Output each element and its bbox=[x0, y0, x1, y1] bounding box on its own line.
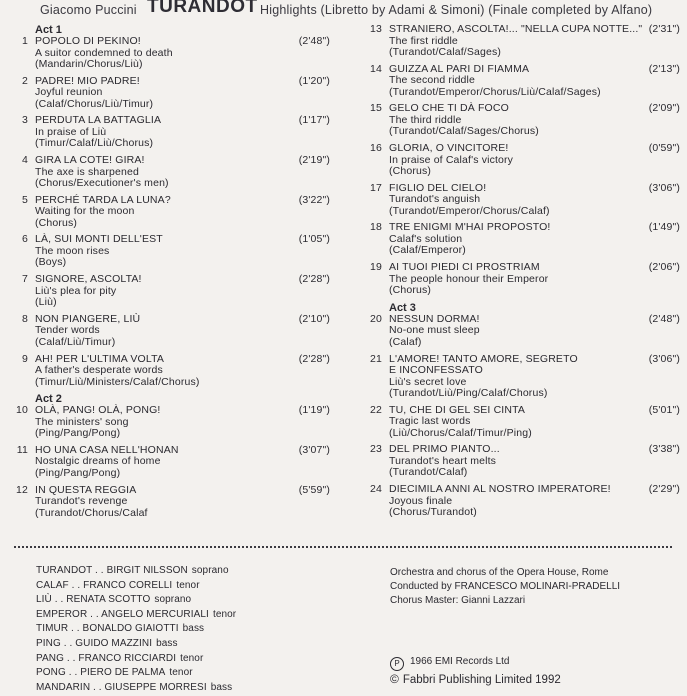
phonographic-copyright bbox=[390, 654, 561, 671]
opera-subtitle: Highlights (Libretto by Adami & Simoni) (Finale completed by Alfano) bbox=[260, 3, 653, 17]
track-number: 8 bbox=[22, 312, 28, 325]
track-description: A father's desperate words bbox=[35, 364, 163, 376]
track-number: 18 bbox=[370, 221, 382, 234]
track-roles: (Turandot/Emperor/Chorus/Calaf) bbox=[389, 204, 550, 217]
track-description: The third riddle bbox=[389, 113, 462, 126]
track-title: HO UNA CASA NELL'HONAN bbox=[35, 443, 179, 456]
track-number: 2 bbox=[22, 74, 28, 87]
track-description: In praise of Liù bbox=[35, 125, 107, 138]
track-item bbox=[8, 234, 330, 269]
cast-voice-type: soprano bbox=[191, 565, 229, 576]
cast-role: LIÙ . . RENATA SCOTTO bbox=[36, 594, 151, 606]
cast-role: TIMUR . . BONALDO GIAIOTTI bbox=[36, 623, 179, 635]
track-title: TU, CHE DI GEL SEI CINTA bbox=[389, 403, 526, 416]
track-number: 19 bbox=[370, 261, 382, 274]
track-number: 12 bbox=[16, 483, 28, 496]
cast-row bbox=[36, 681, 236, 696]
track-item bbox=[8, 76, 330, 111]
track-duration: (3'38") bbox=[648, 443, 680, 456]
track-title: PADRE! MIO PADRE! bbox=[35, 74, 140, 87]
credit-chorus-master: Chorus Master: Gianni Lazzari bbox=[390, 594, 526, 606]
track-item bbox=[8, 314, 330, 349]
track-item bbox=[362, 405, 680, 440]
track-roles: (Calaf) bbox=[389, 335, 422, 348]
track-roles: (Calaf/Emperor) bbox=[389, 244, 466, 257]
credit-orchestra: Orchestra and chorus of the Opera House, Rome bbox=[390, 567, 609, 578]
track-description: Tender words bbox=[35, 324, 100, 337]
track-title: GUIZZA AL PARI DI FIAMMA bbox=[389, 62, 530, 75]
track-roles: (Timur/Liù/Ministers/Calaf/Chorus) bbox=[35, 375, 200, 388]
track-duration: (5'01") bbox=[648, 403, 680, 416]
track-duration: (3'06") bbox=[648, 352, 680, 365]
track-item bbox=[8, 115, 330, 150]
track-description: The second riddle bbox=[389, 74, 476, 87]
track-title: TRE ENIGMI M'HAI PROPOSTO! bbox=[389, 221, 551, 234]
track-description: Calaf's solution bbox=[389, 232, 463, 245]
track-duration: (5'59") bbox=[298, 483, 330, 496]
track-description: Turandot's anguish bbox=[389, 193, 481, 206]
credit-conductor: Conducted by FRANCESCO MOLINARI-PRADELLI bbox=[390, 580, 621, 592]
track-title: GIRA LA COTE! GIRA! bbox=[35, 154, 145, 167]
track-duration: (2'28") bbox=[298, 273, 330, 286]
track-number: 9 bbox=[22, 352, 28, 365]
track-duration: (1'17") bbox=[298, 114, 330, 127]
track-description: Turandot's revenge bbox=[35, 495, 128, 508]
track-duration: (1'49") bbox=[648, 221, 680, 234]
track-number: 10 bbox=[16, 404, 28, 417]
track-item bbox=[8, 445, 330, 480]
track-description: Waiting for the moon bbox=[35, 205, 135, 218]
track-title: AI TUOI PIEDI CI PROSTRIAM bbox=[389, 261, 540, 274]
track-item bbox=[362, 222, 680, 257]
track-duration: (3'07") bbox=[298, 443, 330, 456]
track-title: SIGNORE, ASCOLTA! bbox=[35, 273, 142, 286]
act-heading: Act 3 bbox=[389, 301, 416, 314]
track-roles: (Boys) bbox=[35, 256, 67, 269]
track-number: 1 bbox=[22, 35, 28, 47]
cast-voice-type: bass bbox=[182, 623, 205, 635]
track-duration: (2'31") bbox=[648, 23, 680, 35]
track-duration: (1'20") bbox=[298, 74, 330, 87]
copy-text: Fabbri Publishing Limited 1992 bbox=[402, 674, 561, 686]
track-duration: (1'05") bbox=[298, 233, 330, 246]
cast-role: EMPEROR . . ANGELO MERCURIALI bbox=[36, 608, 209, 620]
track-item bbox=[362, 354, 680, 400]
cast-row bbox=[36, 608, 236, 623]
track-roles: (Calaf/Chorus/Liù/Timur) bbox=[35, 97, 154, 110]
track-title-continued: E INCONFESSATO bbox=[389, 364, 483, 376]
track-title: PERDUTA LA BATTAGLIA bbox=[35, 114, 162, 127]
track-item bbox=[362, 444, 680, 479]
act-heading: Act 2 bbox=[35, 393, 62, 406]
track-duration: (2'10") bbox=[298, 312, 330, 325]
track-duration: (2'06") bbox=[648, 261, 680, 274]
track-title: GLORIA, O VINCITORE! bbox=[389, 142, 509, 155]
track-description: Joyous finale bbox=[389, 494, 453, 507]
track-title: NESSUN DORMA! bbox=[389, 312, 480, 325]
track-title: NON PIANGERE, LIÙ bbox=[35, 312, 141, 325]
cast-list bbox=[36, 564, 236, 695]
track-number: 16 bbox=[370, 142, 382, 155]
track-description: Joyful reunion bbox=[35, 86, 103, 99]
copyright-icon: © bbox=[390, 672, 399, 686]
track-duration: (3'22") bbox=[298, 193, 330, 206]
publishing-copyright bbox=[390, 671, 561, 688]
track-roles: (Chorus/Executioner's men) bbox=[35, 177, 169, 190]
track-duration: (3'06") bbox=[648, 181, 680, 194]
track-roles: (Chorus) bbox=[35, 216, 78, 229]
track-roles: (Calaf/Liù/Timur) bbox=[35, 335, 116, 348]
cast-row bbox=[36, 637, 236, 652]
track-description: The moon rises bbox=[35, 244, 110, 257]
track-item bbox=[362, 314, 680, 349]
track-title: POPOLO DI PEKINO! bbox=[35, 35, 141, 47]
track-roles: (Liù/Chorus/Calaf/Timur/Ping) bbox=[389, 426, 532, 439]
track-description: Turandot's heart melts bbox=[389, 454, 497, 467]
cast-row bbox=[36, 622, 236, 637]
track-duration: (2'09") bbox=[648, 102, 680, 115]
track-description: Nostalgic dreams of home bbox=[35, 455, 161, 468]
track-description: Tragic last words bbox=[389, 415, 471, 428]
cast-role: TURANDOT . . BIRGIT NILSSON bbox=[36, 565, 188, 576]
track-duration: (2'28") bbox=[298, 352, 330, 365]
cast-row bbox=[36, 593, 236, 608]
track-duration: (2'13") bbox=[648, 62, 680, 75]
track-duration: (2'48") bbox=[298, 35, 330, 47]
track-number: 7 bbox=[22, 273, 28, 286]
cast-row bbox=[36, 579, 236, 594]
track-description: The first riddle bbox=[389, 34, 458, 47]
track-number: 11 bbox=[16, 443, 28, 456]
track-title: DIECIMILA ANNI AL NOSTRO IMPERATORE! bbox=[389, 483, 611, 496]
cast-voice-type: bass bbox=[156, 637, 178, 649]
track-item bbox=[8, 274, 330, 309]
track-roles: (Turandot/Calaf/Sages) bbox=[389, 46, 502, 58]
track-number: 5 bbox=[22, 193, 28, 206]
track-roles: (Turandot/Chorus/Calaf bbox=[35, 506, 148, 519]
track-roles: (Turandot/Liù/Ping/Calaf/Chorus) bbox=[389, 387, 548, 399]
copyright-block bbox=[390, 654, 561, 688]
track-number: 22 bbox=[370, 403, 382, 416]
dotted-divider bbox=[14, 546, 672, 548]
track-number: 4 bbox=[22, 154, 28, 167]
track-title: LÀ, SUI MONTI DELL'EST bbox=[35, 233, 163, 246]
cast-role: MANDARIN . . GIUSEPPE MORRESI bbox=[36, 681, 207, 693]
cast-role: CALAF . . FRANCO CORELLI bbox=[36, 579, 173, 591]
phonogram-icon: P bbox=[390, 657, 404, 671]
track-description: Liù's secret love bbox=[389, 375, 467, 388]
track-item bbox=[8, 36, 330, 71]
track-item bbox=[362, 103, 680, 138]
cast-role: PANG . . FRANCO RICCIARDI bbox=[36, 652, 177, 664]
track-item bbox=[8, 405, 330, 440]
track-number: 17 bbox=[370, 181, 382, 194]
track-number: 20 bbox=[370, 312, 382, 325]
cast-voice-type: soprano bbox=[154, 594, 192, 606]
track-title: PERCHÉ TARDA LA LUNA? bbox=[35, 193, 171, 206]
track-description: Liù's plea for pity bbox=[35, 284, 117, 297]
track-item bbox=[362, 64, 680, 99]
track-duration: (0'59") bbox=[648, 142, 680, 155]
cast-voice-type: bass bbox=[210, 681, 233, 693]
cast-voice-type: tenor bbox=[180, 652, 204, 664]
track-title: L'AMORE! TANTO AMORE, SEGRETO bbox=[389, 352, 578, 365]
track-title: OLÀ, PANG! OLÀ, PONG! bbox=[35, 404, 161, 417]
track-description: The people honour their Emperor bbox=[389, 272, 549, 285]
composer-name: Giacomo Puccini bbox=[40, 3, 137, 17]
tracklist-right-column bbox=[362, 24, 680, 524]
track-roles: (Chorus/Turandot) bbox=[389, 506, 477, 519]
cast-voice-type: tenor bbox=[176, 579, 200, 591]
track-title: FIGLIO DEL CIELO! bbox=[389, 181, 487, 194]
cast-row bbox=[36, 666, 236, 681]
track-title: AH! PER L'ULTIMA VOLTA bbox=[35, 352, 165, 365]
tracklist-left-column bbox=[8, 24, 330, 524]
cast-role: PING . . GUIDO MAZZINI bbox=[36, 637, 153, 649]
track-title: STRANIERO, ASCOLTA!... "NELLA CUPA NOTTE..." bbox=[389, 23, 643, 35]
track-item bbox=[8, 485, 330, 520]
header bbox=[0, 0, 687, 20]
track-duration: (1'19") bbox=[298, 404, 330, 417]
track-item bbox=[8, 155, 330, 190]
track-item bbox=[8, 354, 330, 389]
track-number: 23 bbox=[370, 443, 382, 456]
track-number: 24 bbox=[370, 483, 382, 496]
track-item bbox=[362, 183, 680, 218]
track-roles: (Turandot/Emperor/Chorus/Liù/Calaf/Sages) bbox=[389, 85, 601, 98]
track-roles: (Ping/Pang/Pong) bbox=[35, 466, 121, 479]
cast-row bbox=[36, 652, 236, 667]
act-heading: Act 1 bbox=[35, 24, 62, 36]
performance-credits bbox=[390, 566, 620, 607]
track-number: 13 bbox=[370, 23, 382, 35]
track-title: IN QUESTA REGGIA bbox=[35, 483, 137, 496]
track-roles: (Chorus) bbox=[389, 284, 432, 297]
track-description: In praise of Calaf's victory bbox=[389, 153, 514, 166]
track-title: DEL PRIMO PIANTO... bbox=[389, 443, 500, 456]
track-number: 21 bbox=[370, 352, 382, 365]
cast-voice-type: tenor bbox=[212, 608, 237, 620]
track-title: GELO CHE TI DÀ FOCO bbox=[389, 102, 509, 115]
track-roles: (Turandot/Calaf) bbox=[389, 466, 468, 479]
track-duration: (2'19") bbox=[298, 154, 330, 167]
track-description: The ministers' song bbox=[35, 415, 129, 428]
track-roles: (Turandot/Calaf/Sages/Chorus) bbox=[389, 125, 539, 138]
track-number: 3 bbox=[22, 114, 28, 127]
track-duration: (2'48") bbox=[648, 312, 680, 325]
track-item bbox=[362, 24, 680, 59]
track-duration: (2'29") bbox=[648, 483, 680, 496]
track-number: 14 bbox=[370, 62, 382, 75]
track-number: 6 bbox=[22, 233, 28, 246]
track-roles: (Ping/Pang/Pong) bbox=[35, 427, 121, 440]
track-roles: (Liù) bbox=[35, 296, 57, 309]
track-number: 15 bbox=[370, 102, 382, 115]
cast-row bbox=[36, 564, 236, 579]
track-item bbox=[362, 143, 680, 178]
track-description: The axe is sharpened bbox=[35, 165, 139, 178]
cast-role: PONG . . PIERO DE PALMA bbox=[36, 667, 166, 679]
track-description: No-one must sleep bbox=[389, 324, 480, 337]
cast-voice-type: tenor bbox=[169, 667, 193, 679]
track-roles: (Mandarin/Chorus/Liù) bbox=[35, 58, 143, 70]
track-item bbox=[362, 484, 680, 519]
phono-text: 1966 EMI Records Ltd bbox=[410, 656, 510, 667]
track-description: A suitor condemned to death bbox=[35, 46, 173, 59]
track-item bbox=[362, 262, 680, 297]
track-item bbox=[8, 195, 330, 230]
track-roles: (Timur/Calaf/Liù/Chorus) bbox=[35, 137, 154, 150]
track-roles: (Chorus) bbox=[389, 165, 432, 178]
opera-title: TURANDOT bbox=[147, 0, 258, 17]
